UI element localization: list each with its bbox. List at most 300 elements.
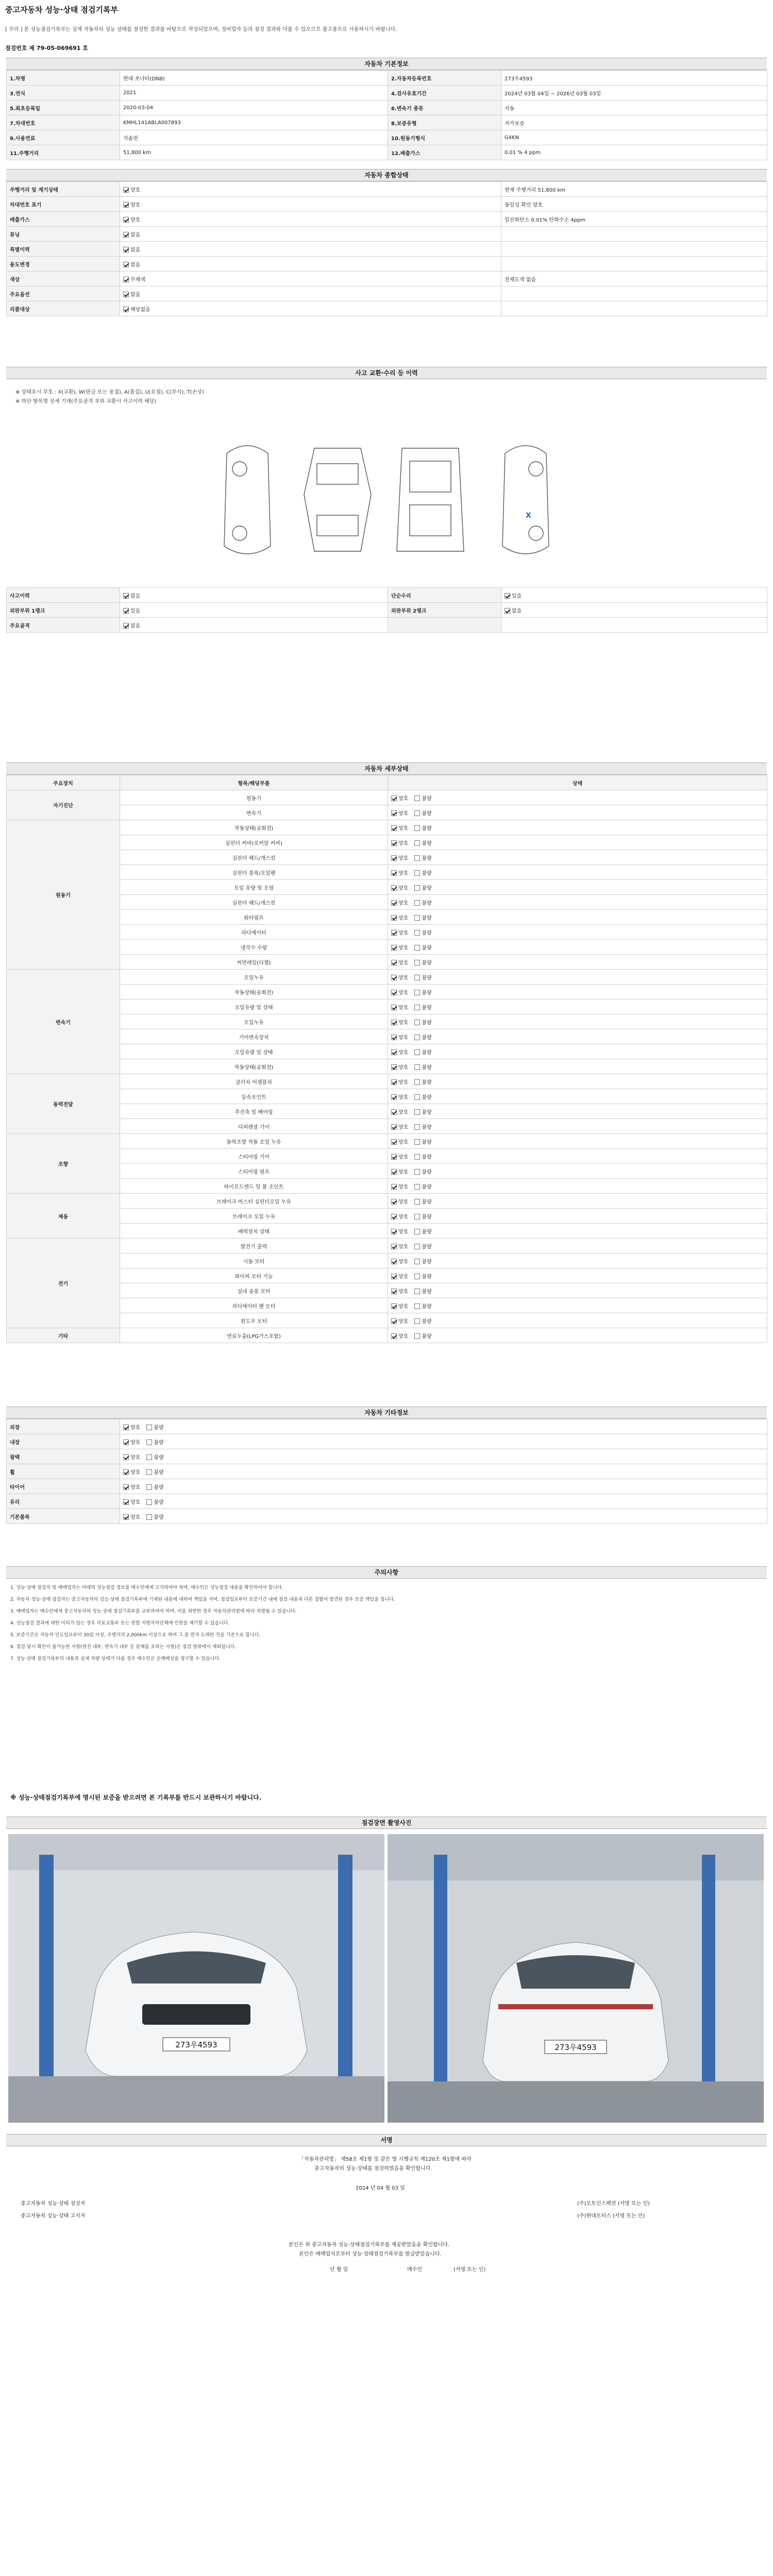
detail-good-checkbox[interactable] — [391, 1199, 397, 1205]
general-state-option[interactable] — [123, 290, 140, 298]
detail-bad-checkbox[interactable] — [414, 1124, 420, 1130]
other-good-option-label: 양호 — [130, 1469, 141, 1476]
note-item: 7. 성능·상태 점검기록부의 내용과 실제 차량 상태가 다를 경우 매수인은 손해배상을 청구할 수 있습니다. — [10, 1656, 221, 1662]
detail-bad-option[interactable] — [414, 1287, 431, 1295]
detail-good-checkbox[interactable] — [391, 1333, 397, 1339]
accident-value-option[interactable] — [123, 621, 140, 629]
detail-bad-option-label: 불량 — [422, 945, 432, 951]
general-state-checkbox[interactable] — [123, 232, 129, 238]
detail-bad-option[interactable] — [414, 809, 431, 817]
detail-good-checkbox[interactable] — [391, 1244, 397, 1249]
other-good-option-label: 양호 — [130, 1439, 141, 1446]
detail-good-option[interactable] — [391, 1332, 408, 1340]
detail-row — [7, 1328, 767, 1343]
detail-bad-option[interactable] — [414, 839, 431, 846]
other-row — [7, 1479, 767, 1494]
detail-bad-checkbox[interactable] — [414, 810, 420, 816]
detail-good-checkbox[interactable] — [391, 840, 397, 846]
general-state-option[interactable] — [123, 215, 140, 223]
detail-good-option[interactable] — [391, 854, 408, 861]
detail-good-option-label: 양호 — [398, 1318, 409, 1325]
detail-bad-option[interactable] — [414, 1123, 431, 1130]
note-item: 5. 보증기간은 자동차 인도일로부터 30일 이상, 주행거리 2,000km 이상으로 하며 그 중 먼저 도래한 것을 기준으로 합니다. — [10, 1633, 261, 1638]
detail-row — [7, 1268, 767, 1283]
detail-good-option[interactable] — [391, 1167, 408, 1175]
detail-row — [7, 1194, 767, 1209]
detail-bad-option[interactable] — [414, 973, 431, 981]
detail-bad-checkbox[interactable] — [414, 795, 420, 801]
general-state-option[interactable] — [123, 305, 150, 313]
detail-state — [388, 1268, 767, 1283]
other-good-option[interactable] — [123, 1498, 140, 1505]
other-good-checkbox[interactable] — [123, 1425, 129, 1430]
detail-bad-checkbox[interactable] — [414, 1064, 420, 1070]
detail-good-checkbox[interactable] — [391, 975, 397, 980]
detail-bad-option[interactable] — [414, 1182, 431, 1190]
detail-bad-option[interactable] — [414, 1212, 431, 1220]
detail-row — [7, 1313, 767, 1328]
accident-row — [7, 588, 767, 603]
detail-good-checkbox[interactable] — [391, 1049, 397, 1055]
other-good-checkbox[interactable] — [123, 1454, 129, 1460]
detail-state — [388, 910, 767, 925]
detail-good-checkbox[interactable] — [391, 1079, 397, 1085]
detail-bad-checkbox[interactable] — [414, 945, 420, 951]
detail-good-option[interactable] — [391, 988, 408, 996]
detail-bad-option[interactable] — [414, 869, 431, 876]
detail-group: 원동기 — [7, 820, 120, 970]
detail-bad-option[interactable] — [414, 1108, 431, 1115]
detail-good-option[interactable] — [391, 943, 408, 951]
note-item: 1. 성능·상태 점검자 및 매매업자는 아래의 성능점검 정보를 매수인에게 고지하여야 하며, 매수인은 성능점검 내용을 확인하여야 합니다. — [10, 1585, 283, 1590]
detail-good-option[interactable] — [391, 1018, 408, 1026]
detail-good-checkbox[interactable] — [391, 885, 397, 891]
other-bad-option[interactable] — [146, 1483, 163, 1490]
general-state-checkbox[interactable] — [123, 217, 129, 223]
detail-bad-checkbox[interactable] — [414, 1259, 420, 1264]
general-item: 특별이력 — [7, 242, 120, 257]
other-bad-option[interactable] — [146, 1453, 163, 1461]
general-item: 리콜대상 — [7, 301, 120, 316]
detail-state — [388, 1014, 767, 1029]
general-state-checkbox[interactable] — [123, 292, 129, 297]
detail-good-checkbox[interactable] — [391, 855, 397, 861]
detail-bad-option[interactable] — [414, 958, 431, 966]
detail-good-checkbox[interactable] — [391, 1005, 397, 1010]
detail-bad-checkbox[interactable] — [414, 1109, 420, 1115]
other-row — [7, 1449, 767, 1464]
detail-bad-checkbox[interactable] — [414, 975, 420, 980]
detail-bad-option[interactable] — [414, 1317, 431, 1325]
basic-value: 현대 쏘나타(DN8) — [120, 71, 388, 86]
detail-good-checkbox[interactable] — [391, 915, 397, 921]
detail-good-checkbox[interactable] — [391, 1020, 397, 1025]
other-bad-option-label: 불량 — [154, 1484, 164, 1490]
general-row — [7, 242, 767, 257]
other-bad-option-label: 불량 — [154, 1499, 164, 1505]
detail-bad-checkbox[interactable] — [414, 825, 420, 831]
detail-good-checkbox[interactable] — [391, 1064, 397, 1070]
detail-bad-option[interactable] — [414, 1257, 431, 1265]
detail-row — [7, 1134, 767, 1149]
detail-bad-option[interactable] — [414, 1197, 431, 1205]
detail-row — [7, 820, 767, 835]
other-good-checkbox[interactable] — [123, 1514, 129, 1520]
vehicle-diagram — [216, 433, 557, 567]
detail-good-option-label: 양호 — [398, 1303, 409, 1310]
detail-good-option[interactable] — [391, 899, 408, 906]
other-good-option[interactable] — [123, 1453, 140, 1461]
general-state-option[interactable] — [123, 260, 140, 268]
detail-bad-checkbox[interactable] — [414, 900, 420, 906]
detail-bad-checkbox[interactable] — [414, 1139, 420, 1145]
detail-good-option[interactable] — [391, 1048, 408, 1056]
detail-good-checkbox[interactable] — [391, 1318, 397, 1324]
detail-good-option[interactable] — [391, 1078, 408, 1086]
other-bad-checkbox[interactable] — [146, 1469, 152, 1475]
detail-bad-option[interactable] — [414, 824, 431, 832]
other-good-checkbox[interactable] — [123, 1484, 129, 1490]
detail-row — [7, 805, 767, 820]
other-label: 광택 — [7, 1449, 120, 1464]
general-state-checkbox[interactable] — [123, 187, 129, 193]
detail-good-option[interactable] — [391, 839, 408, 846]
detail-good-checkbox[interactable] — [391, 1035, 397, 1040]
detail-state — [388, 955, 767, 970]
detail-bad-checkbox[interactable] — [414, 1303, 420, 1309]
general-detail — [501, 227, 767, 242]
detail-bad-checkbox[interactable] — [414, 1289, 420, 1294]
detail-item: 실린더 헤드/개스킷 — [120, 850, 388, 865]
detail-good-option-label: 양호 — [398, 915, 409, 921]
detail-bad-checkbox[interactable] — [414, 1199, 420, 1205]
detail-bad-checkbox[interactable] — [414, 885, 420, 891]
detail-good-checkbox[interactable] — [391, 1109, 397, 1115]
general-state — [120, 242, 501, 257]
detail-bad-option-label: 불량 — [422, 840, 432, 846]
accident-value-option[interactable] — [505, 591, 522, 599]
accident-value-checkbox[interactable] — [123, 608, 129, 614]
detail-good-option[interactable] — [391, 1272, 408, 1280]
detail-good-option[interactable] — [391, 1182, 408, 1190]
detail-good-option-label: 양호 — [398, 975, 409, 981]
detail-good-checkbox[interactable] — [391, 1214, 397, 1219]
other-bad-checkbox[interactable] — [146, 1425, 152, 1430]
other-bad-option[interactable] — [146, 1423, 163, 1431]
detail-good-option[interactable] — [391, 1003, 408, 1011]
basic-label: 12.배출가스 — [388, 145, 501, 160]
detail-bad-option[interactable] — [414, 1302, 431, 1310]
detail-bad-checkbox[interactable] — [414, 1094, 420, 1100]
detail-good-option[interactable] — [391, 1093, 408, 1100]
accident-value-option-label: 없음 — [130, 623, 141, 629]
detail-bad-checkbox[interactable] — [414, 1244, 420, 1249]
detail-good-checkbox[interactable] — [391, 1124, 397, 1130]
detail-state — [388, 1134, 767, 1149]
detail-item: 냉각수 수량 — [120, 940, 388, 955]
detail-bad-option[interactable] — [414, 1227, 431, 1235]
general-state-option[interactable] — [123, 200, 140, 208]
detail-good-option[interactable] — [391, 1197, 408, 1205]
other-good-option[interactable] — [123, 1438, 140, 1446]
detail-good-checkbox[interactable] — [391, 1154, 397, 1160]
accident-value-option[interactable] — [505, 606, 522, 614]
detail-good-checkbox[interactable] — [391, 1274, 397, 1279]
other-bad-checkbox[interactable] — [146, 1499, 152, 1505]
detail-good-checkbox[interactable] — [391, 990, 397, 995]
detail-good-option[interactable] — [391, 1153, 408, 1160]
detail-bad-option[interactable] — [414, 913, 431, 921]
detail-bad-checkbox[interactable] — [414, 960, 420, 965]
basic-label: 5.최초등록일 — [7, 100, 120, 115]
detail-row — [7, 880, 767, 895]
accident-value-option-label: 있음 — [512, 593, 522, 599]
basic-label: 8.보증유형 — [388, 115, 501, 130]
detail-state — [388, 970, 767, 985]
detail-bad-option[interactable] — [414, 928, 431, 936]
detail-bad-checkbox[interactable] — [414, 930, 420, 936]
general-state — [120, 212, 501, 227]
detail-state — [388, 999, 767, 1014]
detail-good-option[interactable] — [391, 1123, 408, 1130]
detail-bad-option[interactable] — [414, 1272, 431, 1280]
detail-good-checkbox[interactable] — [391, 1229, 397, 1234]
detail-bad-checkbox[interactable] — [414, 870, 420, 876]
basic-label: 11.주행거리 — [7, 145, 120, 160]
detail-bad-option[interactable] — [414, 988, 431, 996]
general-state-checkbox[interactable] — [123, 262, 129, 267]
detail-bad-checkbox[interactable] — [414, 1049, 420, 1055]
detail-good-checkbox[interactable] — [391, 1139, 397, 1145]
detail-group: 동력전달 — [7, 1074, 120, 1134]
detail-good-option-label: 양호 — [398, 1079, 409, 1086]
other-good-option[interactable] — [123, 1423, 140, 1431]
general-state-checkbox[interactable] — [123, 307, 129, 312]
detail-state — [388, 1164, 767, 1179]
detail-good-option[interactable] — [391, 884, 408, 891]
detail-bad-option[interactable] — [414, 1138, 431, 1145]
front-plate: 273우4593 — [175, 2040, 217, 2049]
detail-good-option[interactable] — [391, 1227, 408, 1235]
detail-bad-option[interactable] — [414, 943, 431, 951]
other-bad-option[interactable] — [146, 1468, 163, 1476]
detail-bad-checkbox[interactable] — [414, 1079, 420, 1085]
detail-bad-checkbox[interactable] — [414, 1229, 420, 1234]
other-bad-checkbox[interactable] — [146, 1454, 152, 1460]
general-state-option-label: 없음 — [130, 247, 141, 253]
detail-good-checkbox[interactable] — [391, 900, 397, 906]
detail-row — [7, 1089, 767, 1104]
detail-bad-option[interactable] — [414, 1048, 431, 1056]
general-state-checkbox[interactable] — [123, 202, 129, 208]
other-bad-checkbox[interactable] — [146, 1484, 152, 1490]
detail-bad-checkbox[interactable] — [414, 1333, 420, 1339]
detail-good-checkbox[interactable] — [391, 960, 397, 965]
detail-good-checkbox[interactable] — [391, 870, 397, 876]
other-bad-checkbox[interactable] — [146, 1514, 152, 1520]
detail-bad-option[interactable] — [414, 794, 431, 802]
detail-good-option[interactable] — [391, 928, 408, 936]
basic-value: 2024년 03월 04일 ~ 2026년 03월 03일 — [501, 86, 767, 100]
detail-good-checkbox[interactable] — [391, 1289, 397, 1294]
detail-bad-option-label: 불량 — [422, 1035, 432, 1041]
detail-good-checkbox[interactable] — [391, 1303, 397, 1309]
detail-good-option-label: 양호 — [398, 1154, 409, 1160]
accident-value-checkbox[interactable] — [123, 623, 129, 629]
detail-bad-checkbox[interactable] — [414, 1274, 420, 1279]
detail-item: 브레이크 오일 누유 — [120, 1209, 388, 1224]
detail-good-checkbox[interactable] — [391, 945, 397, 951]
detail-good-option[interactable] — [391, 1212, 408, 1220]
detail-good-option[interactable] — [391, 1033, 408, 1041]
detail-good-option[interactable] — [391, 973, 408, 981]
accident-value-checkbox[interactable] — [505, 593, 510, 599]
detail-bad-option[interactable] — [414, 1332, 431, 1340]
basic-value: 자가보증 — [501, 115, 767, 130]
other-good-option[interactable] — [123, 1513, 140, 1520]
general-condition-table — [6, 181, 767, 316]
general-state-checkbox[interactable] — [123, 247, 129, 252]
detail-good-checkbox[interactable] — [391, 795, 397, 801]
detail-row — [7, 850, 767, 865]
detail-bad-option[interactable] — [414, 1242, 431, 1250]
general-state-checkbox[interactable] — [123, 277, 129, 282]
basic-value: G4KN — [501, 130, 767, 145]
basic-label: 6.변속기 종류 — [388, 100, 501, 115]
detail-col-item: 항목/해당부품 — [120, 775, 388, 790]
detail-group: 조향 — [7, 1134, 120, 1194]
detail-bad-option[interactable] — [414, 1003, 431, 1011]
other-bad-option[interactable] — [146, 1438, 163, 1446]
detail-good-option[interactable] — [391, 958, 408, 966]
detail-bad-option[interactable] — [414, 1153, 431, 1160]
detail-good-option-label: 양호 — [398, 1020, 409, 1026]
detail-good-option[interactable] — [391, 1242, 408, 1250]
other-good-option[interactable] — [123, 1468, 140, 1476]
detail-state — [388, 1224, 767, 1239]
detail-good-option[interactable] — [391, 1302, 408, 1310]
accident-value-checkbox[interactable] — [505, 608, 510, 614]
detail-good-checkbox[interactable] — [391, 810, 397, 816]
basic-value: 273우4593 — [501, 71, 767, 86]
detail-bad-option-label: 불량 — [422, 1005, 432, 1011]
general-state-option[interactable] — [123, 230, 140, 238]
detail-bad-option[interactable] — [414, 854, 431, 861]
note-item: 2. 자동차 성능·상태 점검자는 중고자동차의 성능·상태 점검기록부에 기재된 내용에 대하여 책임을 지며, 점검일로부터 보증기간 내에 점검 내용과 다른 결함이 발견된 경우 보증 책임을 집니다. — [10, 1597, 395, 1602]
detail-bad-checkbox[interactable] — [414, 1005, 420, 1010]
detail-bad-checkbox[interactable] — [414, 915, 420, 921]
general-detail: 전체도색 없음 — [501, 272, 767, 286]
detail-bad-checkbox[interactable] — [414, 1214, 420, 1219]
detail-good-option[interactable] — [391, 913, 408, 921]
detail-bad-checkbox[interactable] — [414, 1154, 420, 1160]
general-state-option[interactable] — [123, 275, 145, 283]
detail-good-option[interactable] — [391, 1257, 408, 1265]
detail-bad-checkbox[interactable] — [414, 1020, 420, 1025]
detail-good-option[interactable] — [391, 1287, 408, 1295]
detail-good-checkbox[interactable] — [391, 1184, 397, 1190]
detail-bad-checkbox[interactable] — [414, 1318, 420, 1324]
detail-item: 브레이크 마스터 실린더오일 누유 — [120, 1194, 388, 1209]
other-good-option[interactable] — [123, 1483, 140, 1490]
other-label: 타이어 — [7, 1479, 120, 1494]
detail-row — [7, 1253, 767, 1268]
other-bad-option-label: 불량 — [154, 1469, 164, 1476]
other-good-checkbox[interactable] — [123, 1499, 129, 1505]
other-bad-checkbox[interactable] — [146, 1439, 152, 1445]
accident-value-checkbox[interactable] — [123, 593, 129, 599]
detail-good-option[interactable] — [391, 809, 408, 817]
detail-bad-option-label: 불량 — [422, 855, 432, 861]
detail-good-checkbox[interactable] — [391, 930, 397, 936]
detail-bad-checkbox[interactable] — [414, 990, 420, 995]
accident-value-option[interactable] — [123, 606, 140, 614]
dealer-label: 중고자동차 성능·상태 고지자 — [21, 2213, 86, 2219]
detail-bad-option[interactable] — [414, 1078, 431, 1086]
detail-bad-option[interactable] — [414, 1063, 431, 1071]
detail-good-option[interactable] — [391, 824, 408, 832]
detail-bad-option[interactable] — [414, 1093, 431, 1100]
general-state-option[interactable] — [123, 185, 140, 193]
detail-bad-checkbox[interactable] — [414, 855, 420, 861]
detail-good-option[interactable] — [391, 1317, 408, 1325]
general-state-option-label: 없음 — [130, 292, 141, 298]
other-good-checkbox[interactable] — [123, 1469, 129, 1475]
detail-good-option[interactable] — [391, 1108, 408, 1115]
detail-good-option-label: 양호 — [398, 1244, 409, 1250]
detail-good-option[interactable] — [391, 794, 408, 802]
basic-value: 2021 — [120, 86, 388, 100]
other-bad-option[interactable] — [146, 1513, 163, 1520]
detail-item: 동력조향 작동 오일 누유 — [120, 1134, 388, 1149]
detail-good-option-label: 양호 — [398, 1094, 409, 1100]
detail-good-checkbox[interactable] — [391, 825, 397, 831]
detail-bad-checkbox[interactable] — [414, 1035, 420, 1040]
detail-bad-checkbox[interactable] — [414, 840, 420, 846]
detail-bad-option[interactable] — [414, 1167, 431, 1175]
detail-good-option[interactable] — [391, 869, 408, 876]
detail-bad-option[interactable] — [414, 1018, 431, 1026]
detail-good-option[interactable] — [391, 1138, 408, 1145]
detail-good-option[interactable] — [391, 1063, 408, 1071]
detail-row — [7, 925, 767, 940]
accident-label: 외판부위 2랭크 — [388, 603, 501, 618]
other-state — [120, 1464, 767, 1479]
detail-bad-option[interactable] — [414, 1033, 431, 1041]
detail-good-checkbox[interactable] — [391, 1094, 397, 1100]
detail-bad-option[interactable] — [414, 899, 431, 906]
basic-row — [7, 86, 767, 100]
detail-bad-option[interactable] — [414, 884, 431, 891]
detail-good-checkbox[interactable] — [391, 1259, 397, 1264]
detail-bad-checkbox[interactable] — [414, 1169, 420, 1175]
general-item: 배출가스 — [7, 212, 120, 227]
detail-row — [7, 1239, 767, 1253]
inspector-label: 중고자동차 성능·상태 점검자 — [21, 2201, 86, 2207]
detail-item: 작동상태(공회전) — [120, 820, 388, 835]
other-good-checkbox[interactable] — [123, 1439, 129, 1445]
detail-bad-checkbox[interactable] — [414, 1184, 420, 1190]
detail-bad-option-label: 불량 — [422, 1079, 432, 1086]
general-state-option[interactable] — [123, 245, 140, 253]
general-row — [7, 227, 767, 242]
other-label: 내장 — [7, 1434, 120, 1449]
accident-value-option[interactable] — [123, 591, 140, 599]
general-state — [120, 182, 501, 197]
detail-good-checkbox[interactable] — [391, 1169, 397, 1175]
detail-row — [7, 955, 767, 970]
other-bad-option[interactable] — [146, 1498, 163, 1505]
